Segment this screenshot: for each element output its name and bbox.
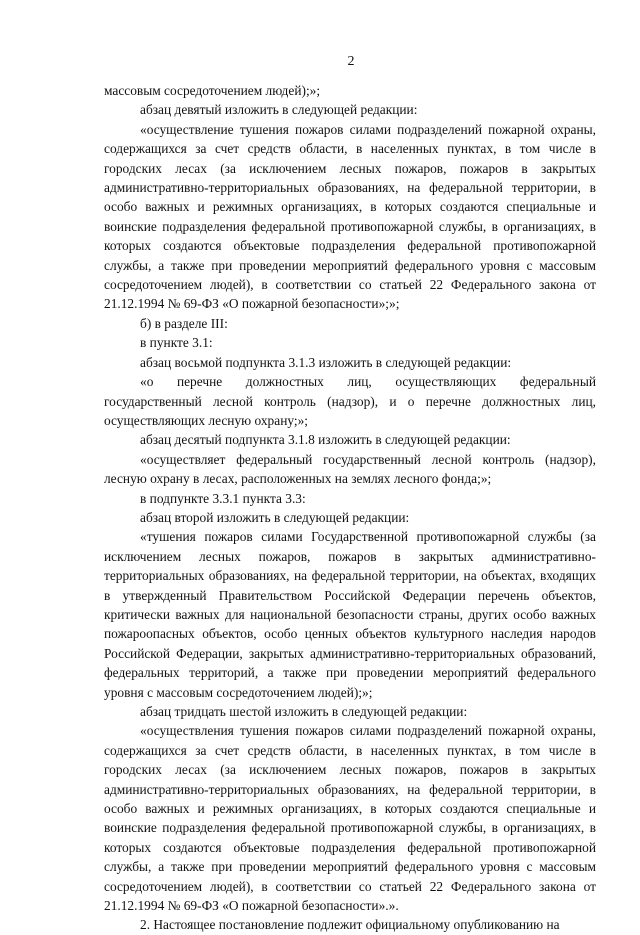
paragraph: «осуществление тушения пожаров силами подразделений пожарной охраны, содержащихся за счет средств области, в населенных пунктах, в том числе в городских лесах (за исключением лесных пожаров, пожаров в закрытых административно-территориальных образованиях, на федеральной территории, в особо важных и режимных организациях, в которых создаются специальные и воинские подразделения федеральной противопожарной службы, в организациях, в которых создаются объектовые подразделения федеральной противопожарной службы, а также при проведении мероприятий федерального уровня с массовым сосредоточением людей), в соответствии со статьей 22 Федерального закона от 21.12.1994 № 69-ФЗ «О пожарной безопасности»;»;	[104, 121, 596, 312]
paragraph: «тушения пожаров силами Государственной противопожарной службы (за исключением лесных пожаров, пожаров в закрытых административно-территориальных образованиях, на федеральной территории, на объектах, входящих в утвержденный Правительством Российской Федерации перечень объектов, критически важных для национальной безопасности страны, других особо важных пожароопасных объектов, особо ценных объектов культурного наследия народов Российской Федерации, закрытых административно-территориальных образований, федеральных территорий, а также при проведении мероприятий федерального уровня с массовым сосредоточением людей);»;	[104, 529, 596, 700]
paragraph: в подпункте 3.3.1 пункта 3.3:	[140, 490, 306, 506]
paragraph: «о перечне должностных лиц, осуществляющих федеральный государственный лесной контроль (надзор), и о перечне должностных лиц, осуществляющих лесную охрану;»;	[104, 374, 596, 428]
page-number: 2	[347, 54, 355, 69]
paragraph: абзац тридцать шестой изложить в следующей редакции:	[140, 704, 468, 719]
paragraph: абзац восьмой подпункта 3.1.3 изложить в следующей редакции:	[140, 354, 512, 370]
paragraph: массовым сосредоточением людей);»;	[104, 83, 321, 98]
paragraph: б) в разделе III:	[140, 315, 228, 331]
document-page	[104, 52, 596, 935]
paragraph: абзац десятый подпункта 3.1.8 изложить в следующей редакции:	[140, 432, 511, 448]
paragraph: «осуществления тушения пожаров силами подразделений пожарной охраны, содержащихся за счет средств области, в населенных пунктах, в том числе в городских лесах (за исключением лесных пожаров, пожаров в закрытых административно-территориальных образованиях, на федеральной территории, в особо важных и режимных организациях, в которых создаются специальные и воинские подразделения федеральной противопожарной службы, в организациях, в которых создаются объектовые подразделения федеральной противопожарной службы, а также при проведении мероприятий федерального уровня с массовым сосредоточением людей), в соответствии со статьей 22 Федерального закона от 21.12.1994 № 69-ФЗ «О пожарной безопасности».».	[104, 723, 596, 914]
paragraph: 2. Настоящее постановление подлежит официальному опубликованию на	[140, 917, 560, 933]
paragraph: абзац девятый изложить в следующей редакции:	[140, 102, 418, 118]
document-body	[104, 81, 596, 935]
paragraph: в пункте 3.1:	[140, 335, 213, 351]
paragraph: «осуществляет федеральный государственный лесной контроль (надзор), лесную охрану в лесах, расположенных на землях лесного фонда;»;	[104, 451, 596, 487]
paragraph: абзац второй изложить в следующей редакции:	[140, 509, 410, 525]
